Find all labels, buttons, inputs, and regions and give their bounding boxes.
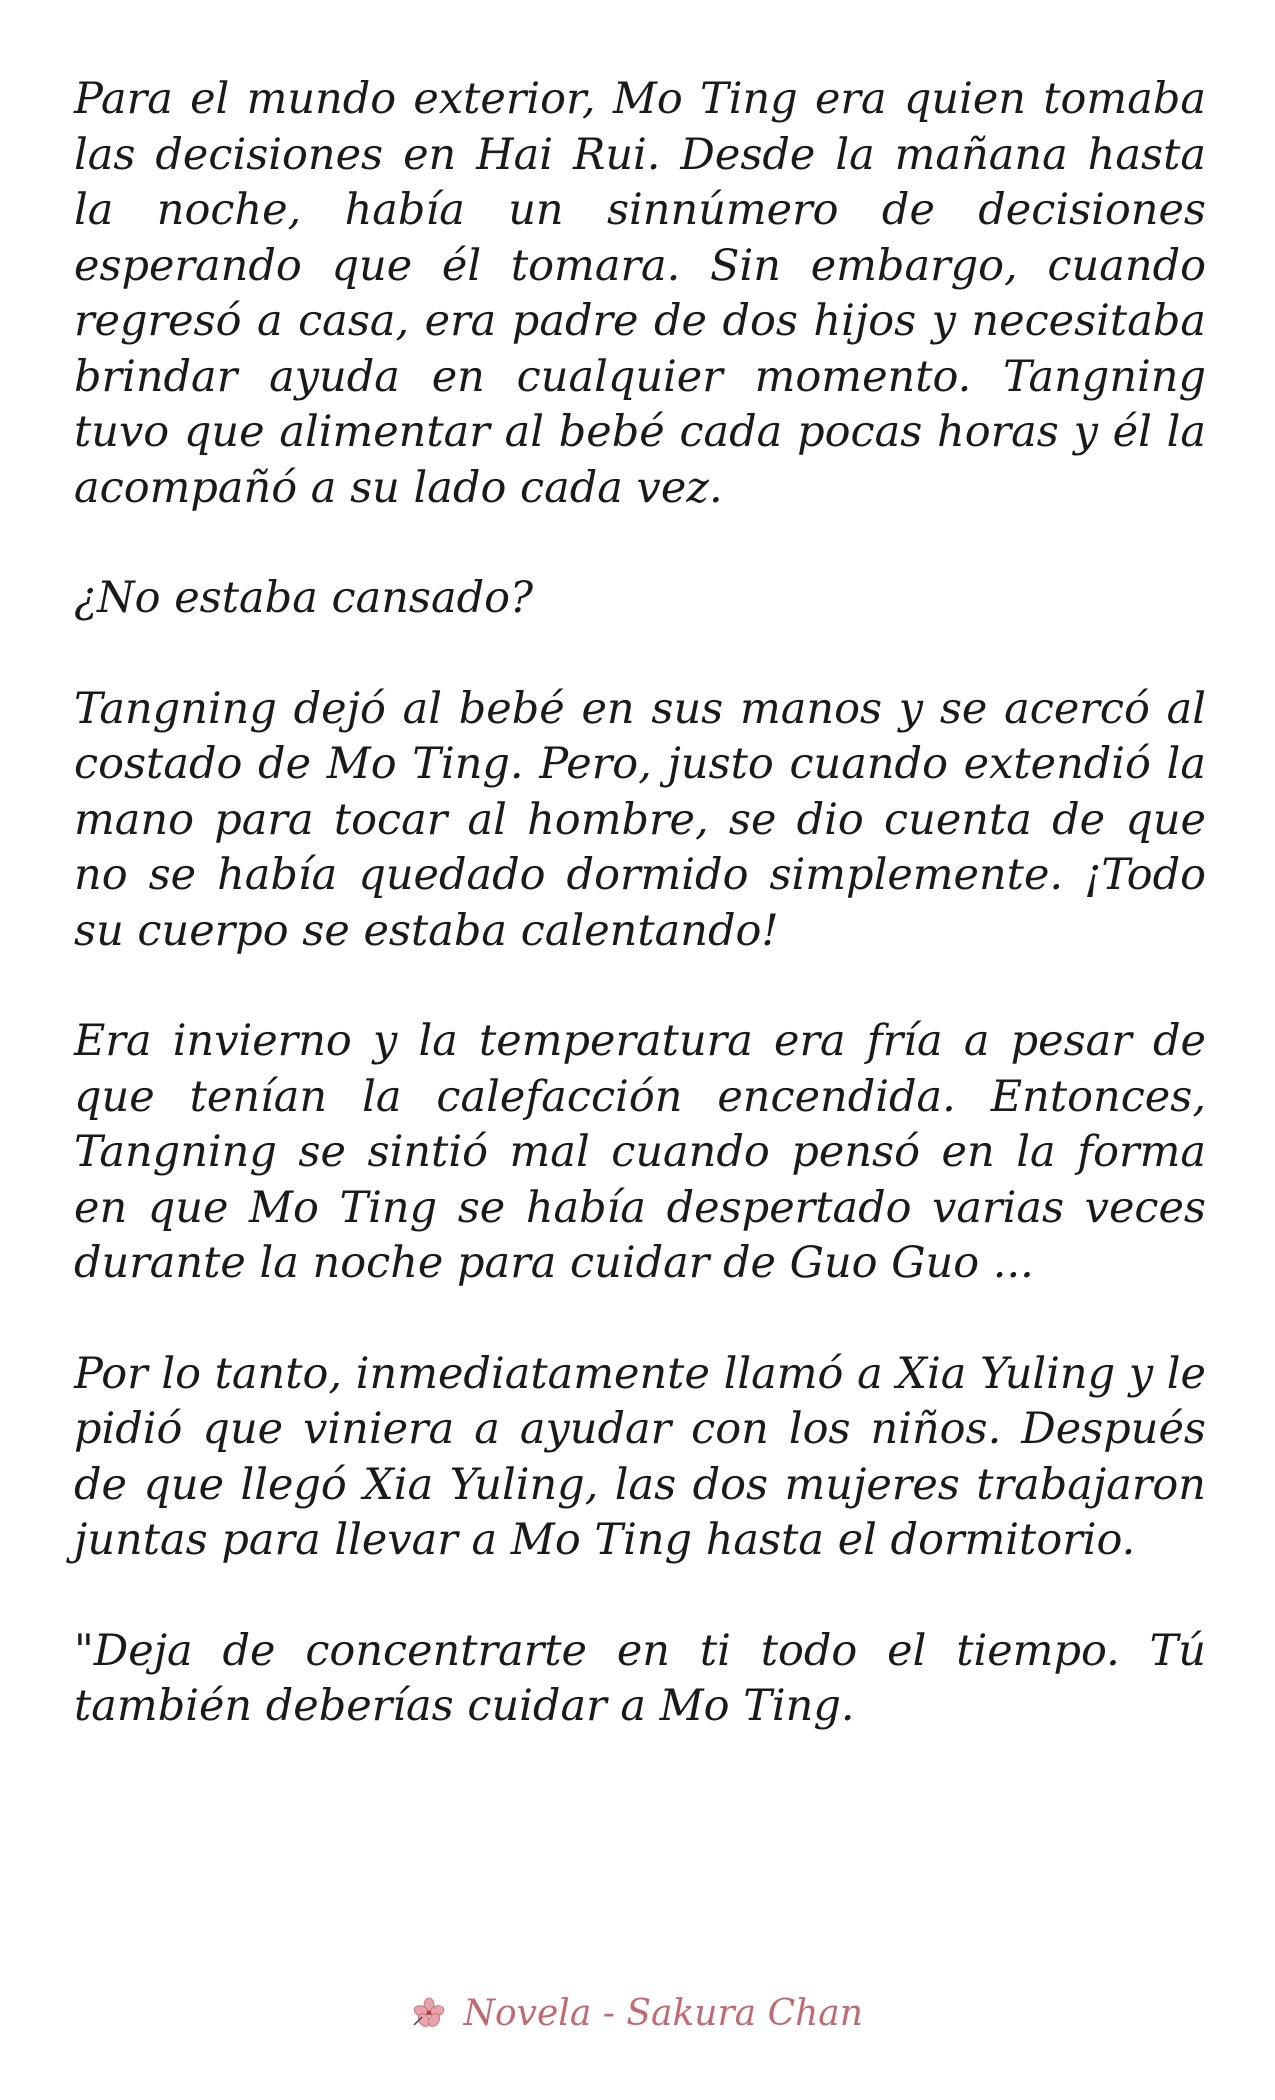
paragraph-1: Para el mundo exterior, Mo Ting era quien tomaba las decisiones en Hai Rui. Desde la mañana hasta la noche, había un sinnúmero de decisiones esperando que él tomara. Sin embargo, cuando regresó a casa, era padre de dos hijos y necesitaba brindar ayuda en cualquier momento. Tangning tuvo que alimentar al bebé cada pocas horas y él la acompañó a su lado cada vez. (74, 74, 1206, 513)
paragraph-5: Por lo tanto, inmediatamente llamó a Xia Yuling y le pidió que viniera a ayudar con los niños. Después de que llegó Xia Yuling, las dos mujeres trabajaron juntas para llevar a Mo Ting hasta el dormitorio. (74, 1348, 1206, 1565)
document-body (74, 72, 1206, 1735)
watermark (0, 1992, 1275, 2038)
paragraph-3: Tangning dejó al bebé en sus manos y se acercó al costado de Mo Ting. Pero, justo cuando extendió la mano para tocar al hombre, se dio cuenta de que no se había quedado dormido simplemente. ¡Todo su cuerpo se estaba calentando! (74, 683, 1206, 956)
paragraph-6: "Deja de concentrarte en ti todo el tiempo. Tú también deberías cuidar a Mo Ting. (74, 1625, 1206, 1731)
watermark-text: Novela - Sakura Chan (463, 1993, 863, 2034)
sakura-flower-icon (412, 1994, 446, 2038)
paragraph-4: Era invierno y la temperatura era fría a pesar de que tenían la calefacción encendida. Entonces, Tangning se sintió mal cuando pensó en la forma en que Mo Ting se había despertado varias veces durante la noche para cuidar de Guo Guo ... (74, 1016, 1206, 1288)
paragraph-2: ¿No estaba cansado? (74, 573, 534, 623)
